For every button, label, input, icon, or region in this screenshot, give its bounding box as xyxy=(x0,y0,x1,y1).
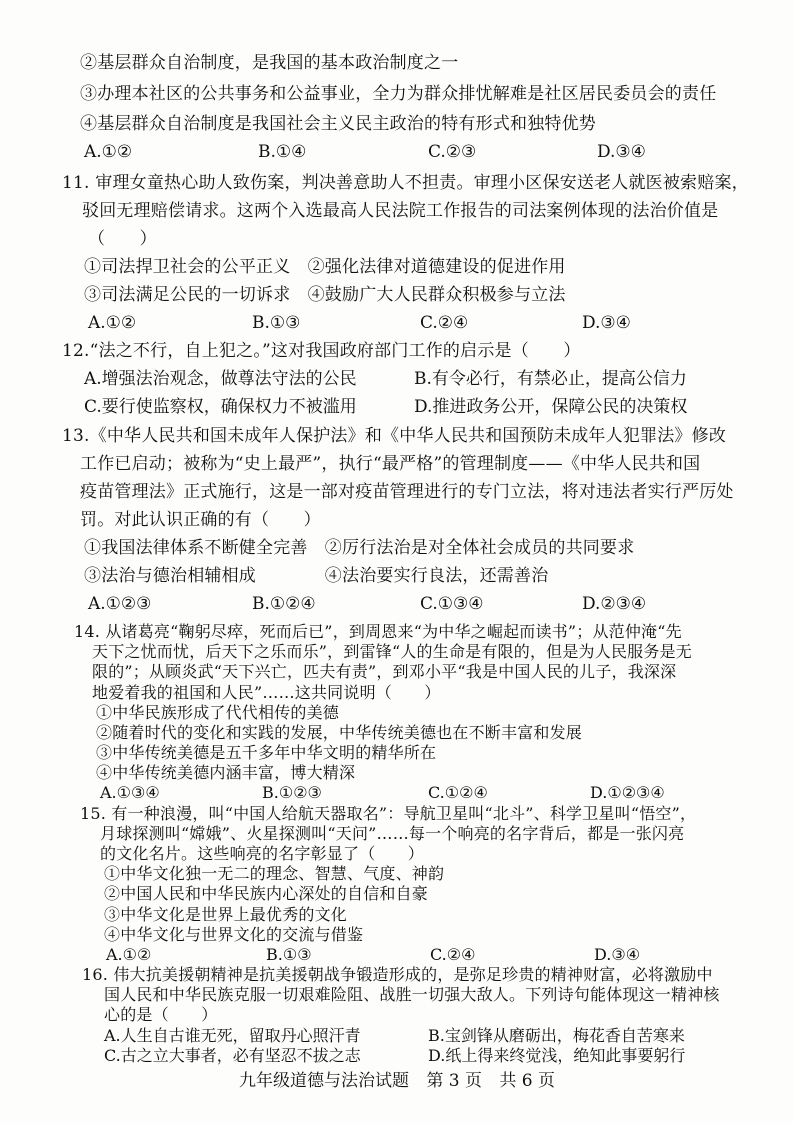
statement-line: ④基层群众自治制度是我国社会主义民主政治的特有形式和独特优势 xyxy=(80,114,596,134)
option-d: D.推进政务公开，保障公民的决策权 xyxy=(414,397,688,417)
option-b: B.有令必行，有禁必止，提高公信力 xyxy=(414,369,687,389)
option-a: A.①② xyxy=(106,944,152,964)
statement-line: ③司法满足公民的一切诉求 ④鼓励广大人民群众积极参与立法 xyxy=(84,285,566,305)
question-14-stem: 14. 从诸葛亮“鞠躬尽瘁，死而后已”，到周恩来“为中华之崛起而读书”；从范仲淹“先 xyxy=(74,622,682,641)
question-15-stem: 15. 有一种浪漫，叫“中国人给航天器取名”：导航卫星叫“北斗”、科学卫星叫“悟空”， xyxy=(80,803,697,823)
option-c: C.②④ xyxy=(420,313,469,333)
question-15-stem: 的文化名片。这些响亮的名字彰显了（ ） xyxy=(100,844,425,863)
option-a: A.①② xyxy=(88,313,137,333)
option-b: B.①③ xyxy=(266,944,312,964)
option-b: B.①④ xyxy=(258,142,307,162)
option-c: C.古之立大事者，必有坚忍不拔之志 xyxy=(104,1045,361,1065)
footer-page: 第 3 页 xyxy=(426,1071,482,1091)
statement-line: ③法治与德治相辅相成 ④法治要实行良法，还需善治 xyxy=(84,566,549,586)
question-16-stem: 心的是（ ） xyxy=(104,1005,218,1025)
statement-line: ②基层群众自治制度，是我国的基本政治制度之一 xyxy=(80,53,459,73)
question-14-stem: 地爱着我的祖国和人民”……这共同说明（ ） xyxy=(92,682,441,702)
option-b: B.宝剑锋从磨砺出，梅花香自苦寒来 xyxy=(428,1025,685,1045)
statement-line: ②随着时代的变化和实践的发展，中华传统美德也在不断丰富和发展 xyxy=(96,722,583,742)
statement-line: ③办理本社区的公共事务和公益事业，全力为群众排忧解难是社区居民委员会的责任 xyxy=(80,84,717,104)
question-11-stem: 11. 审理女童热心助人致伤案，判决善意助人不担责。审理小区保安送老人就医被索赔案， xyxy=(62,173,749,193)
option-c: C.要行使监察权，确保权力不被滥用 xyxy=(84,397,357,417)
option-c: C.①③④ xyxy=(420,594,484,614)
statement-line: ①司法捍卫社会的公平正义 ②强化法律对道德建设的促进作用 xyxy=(84,257,566,277)
option-d: D.③④ xyxy=(582,313,631,333)
option-d: D.纸上得来终觉浅，绝知此事要躬行 xyxy=(428,1045,686,1065)
question-14-stem: 限的”；从顾炎武“天下兴亡，匹夫有责”，到邓小平“我是中国人民的儿子，我深深 xyxy=(92,662,677,682)
option-d: D.①②③④ xyxy=(590,783,665,803)
question-12-stem: 12.“法之不行，自上犯之。”这对我国政府部门工作的启示是（ ） xyxy=(62,341,581,361)
option-c: C.②③ xyxy=(428,142,477,162)
question-11-stem: 驳回无理赔偿请求。这两个入选最高人民法院工作报告的司法案例体现的法治价值是 xyxy=(82,201,719,221)
option-b: B.①②③ xyxy=(262,783,322,803)
question-14-stem: 天下之忧而忧，后天下之乐而乐”，到雷锋“人的生命是有限的，但是为人民服务是无 xyxy=(92,642,692,662)
question-16-stem: 国人民和中华民族克服一切艰难险阻、战胜一切强大敌人。下列诗句能体现这一精神核 xyxy=(104,985,720,1005)
option-b: B.①③ xyxy=(252,313,301,333)
question-13-stem: 13.《中华人民共和国未成年人保护法》和《中华人民共和国预防未成年人犯罪法》修改 xyxy=(62,426,727,446)
statement-line: ②中国人民和中华民族内心深处的自信和自豪 xyxy=(104,884,429,904)
statement-line: ④中华文化与世界文化的交流与借鉴 xyxy=(104,924,364,944)
question-16-stem: 16. 伟大抗美援朝精神是抗美援朝战争锻造形成的，是弥足珍贵的精神财富，必将激励中 xyxy=(82,965,713,985)
page-footer xyxy=(0,1070,794,1092)
question-15-stem: 月球探测叫“嫦娥”、火星探测叫“天问”……每一个响亮的名字背后，都是一张闪亮 xyxy=(100,823,685,843)
statement-line: ③中华文化是世界上最优秀的文化 xyxy=(104,904,348,924)
statement-line: ①中华文化独一无二的理念、智慧、气度、神韵 xyxy=(104,864,445,884)
option-a: A.①②③ xyxy=(88,594,152,614)
option-b: B.①②④ xyxy=(252,594,316,614)
option-a: A.①③④ xyxy=(100,783,160,803)
option-d: D.③④ xyxy=(594,944,641,964)
statement-line: ①我国法律体系不断健全完善 ②厉行法治是对全体社会成员的共同要求 xyxy=(84,538,635,558)
statement-line: ①中华民族形成了代代相传的美德 xyxy=(96,702,340,722)
statement-line: ④中华传统美德内涵丰富，博大精深 xyxy=(96,763,356,783)
footer-subject: 九年级道德与法治试题 xyxy=(238,1071,409,1091)
option-c: C.②④ xyxy=(430,944,476,964)
question-13-stem: 罚。对此认识正确的有（ ） xyxy=(80,510,321,530)
answer-bracket: （ ） xyxy=(88,229,157,249)
option-a: A.增强法治观念，做尊法守法的公民 xyxy=(84,369,357,389)
option-a: A.①② xyxy=(84,142,133,162)
footer-total: 共 6 页 xyxy=(499,1071,556,1091)
option-a: A.人生自古谁无死，留取丹心照汗青 xyxy=(104,1025,361,1045)
option-c: C.①②④ xyxy=(428,783,488,803)
option-d: D.③④ xyxy=(597,142,646,162)
statement-line: ③中华传统美德是五千多年中华文明的精华所在 xyxy=(96,743,437,763)
option-d: D.②③④ xyxy=(582,594,647,614)
question-13-stem: 疫苗管理法》正式施行，这是一部对疫苗管理进行的专门立法，将对违法者实行严厉处 xyxy=(80,482,734,502)
question-13-stem: 工作已启动；被称为“史上最严”，执行“最严格”的管理制度——《中华人民共和国 xyxy=(80,454,701,474)
